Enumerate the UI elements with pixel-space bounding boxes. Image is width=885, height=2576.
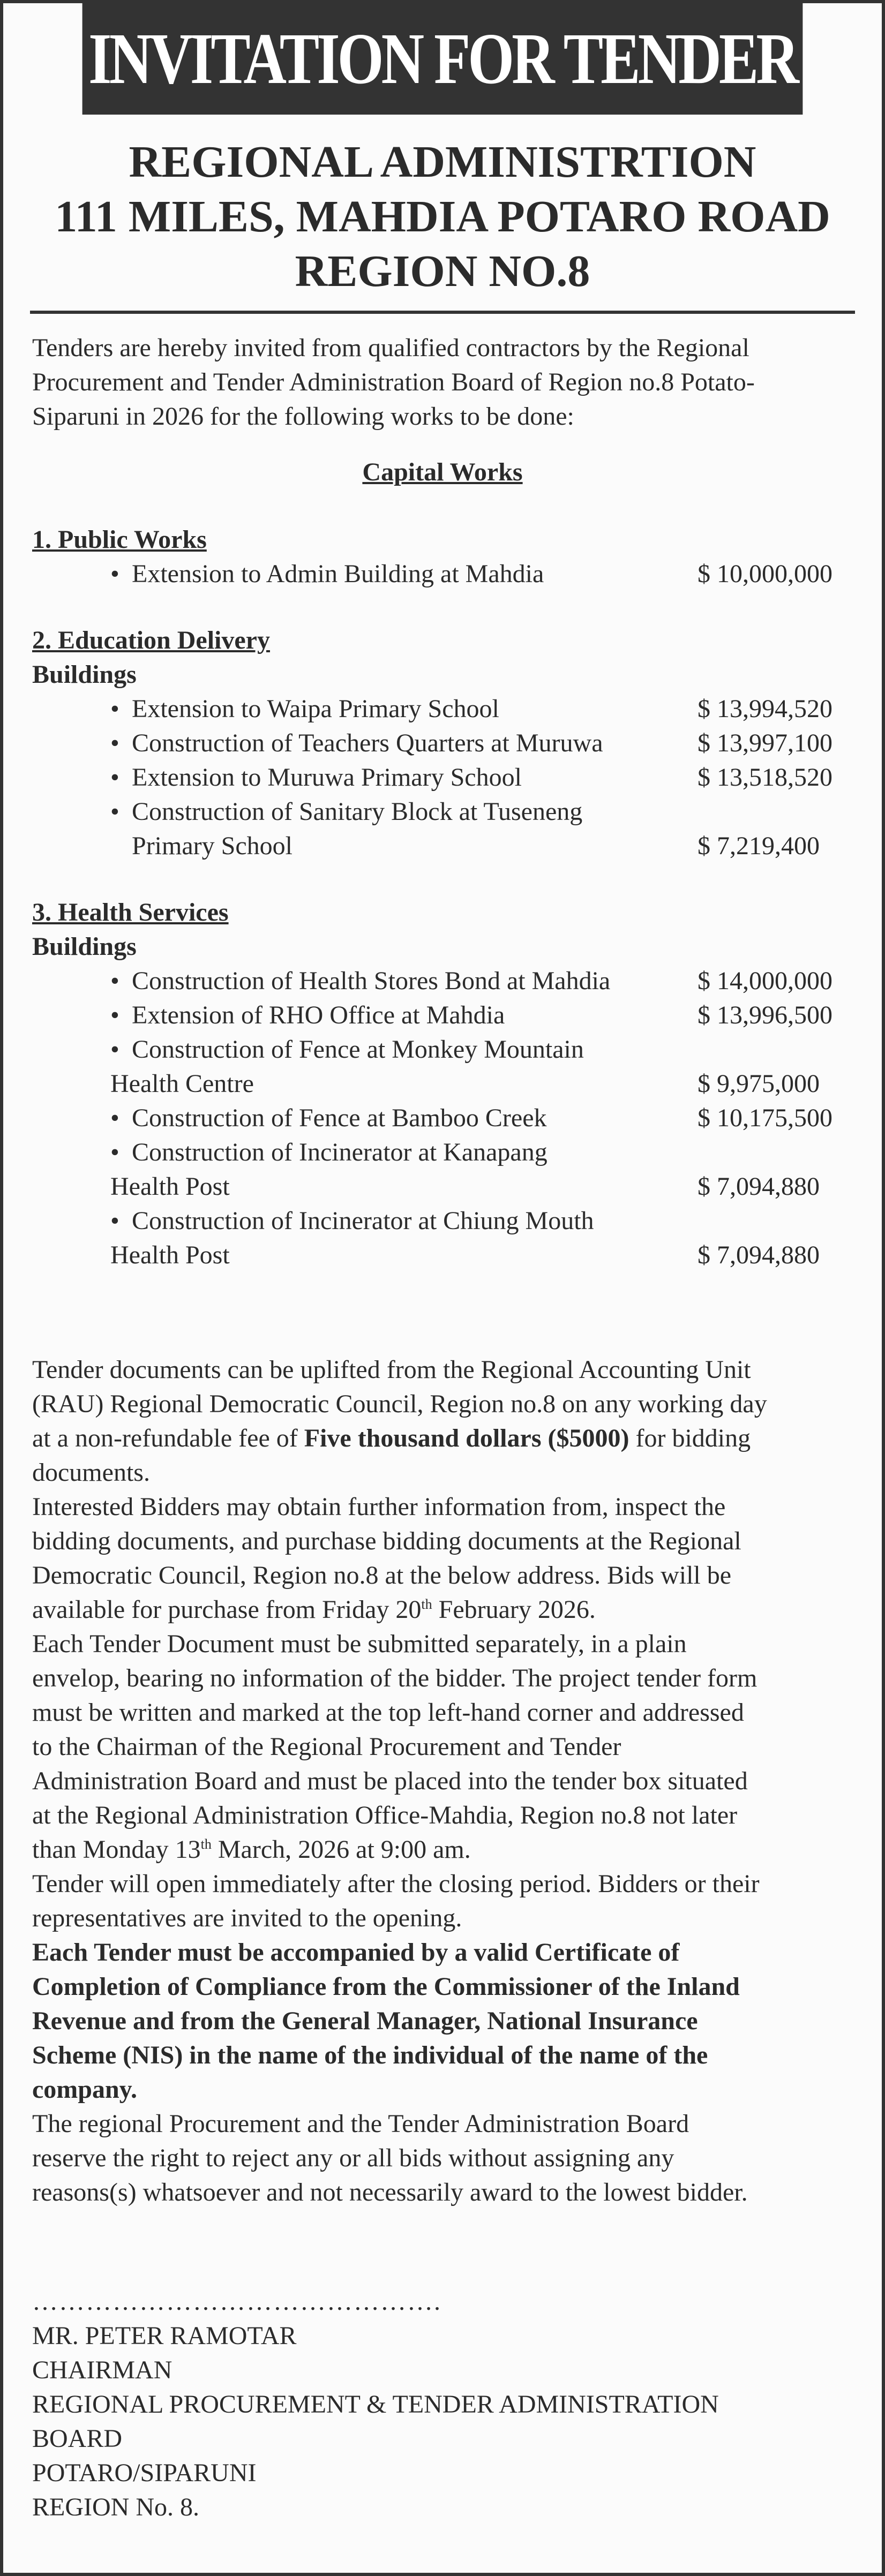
work-name: Health Post — [110, 1172, 230, 1201]
work-name: Health Centre — [110, 1069, 254, 1098]
body-line: (RAU) Regional Democratic Council, Region no.8 on any working day — [32, 1390, 767, 1418]
notice-content — [3, 331, 882, 2525]
body-line: Each Tender Document must be submitted separately, in a plain — [32, 1630, 687, 1658]
work-amount: $ 13,994,520 — [698, 695, 832, 723]
list-item — [32, 726, 853, 760]
education-subheading: Buildings — [32, 660, 137, 689]
body-line: representatives are invited to the opening. — [32, 1904, 462, 1932]
list-item — [32, 1135, 853, 1170]
signatory-name: MR. PETER RAMOTAR — [32, 2322, 297, 2350]
list-item — [32, 557, 853, 591]
list-item — [32, 998, 853, 1033]
work-name: Health Post — [110, 1241, 230, 1269]
work-amount: $ 7,094,880 — [698, 1172, 820, 1201]
body-line: envelop, bearing no information of the bidder. The project tender form — [32, 1664, 758, 1692]
work-name: Construction of Incinerator at Chiung Mouth — [132, 1207, 594, 1235]
body-line: Each Tender must be accompanied by a valid Certificate of — [32, 1938, 680, 1967]
body-line: Revenue and from the General Manager, National Insurance — [32, 2007, 698, 2035]
body-line: Tender will open immediately after the closing period. Bidders or their — [32, 1870, 760, 1898]
signatory-org: BOARD — [32, 2424, 123, 2453]
body-line — [32, 1593, 853, 1627]
work-amount: $ 9,975,000 — [698, 1069, 820, 1098]
work-amount: $ 7,219,400 — [698, 832, 820, 860]
body-line: Scheme (NIS) in the name of the individual of the name of the — [32, 2041, 708, 2069]
header-line-1: REGIONAL ADMINISTRTION — [129, 137, 756, 187]
signatory-org: REGIONAL PROCUREMENT & TENDER ADMINISTRATION — [32, 2390, 719, 2419]
signatory-place: POTARO/SIPARUNI — [32, 2459, 257, 2487]
intro-line: Siparuni in 2026 for the following works to be done: — [32, 402, 574, 431]
signatory-title: CHAIRMAN — [32, 2356, 172, 2384]
capital-works-heading: Capital Works — [362, 458, 523, 486]
notice-banner: INVITATION FOR TENDER — [82, 3, 803, 115]
body-line: Administration Board and must be placed into the tender box situated — [32, 1767, 748, 1795]
work-amount: $ 13,997,100 — [698, 729, 832, 757]
body-line — [32, 1833, 853, 1867]
signature-block — [32, 2285, 853, 2525]
education-heading: 2. Education Delivery — [32, 626, 270, 654]
submission-paragraph — [32, 1627, 853, 1867]
list-item — [32, 964, 853, 998]
work-amount: $ 10,000,000 — [698, 560, 832, 588]
intro-line: Procurement and Tender Administration Board of Region no.8 Potato- — [32, 368, 755, 396]
body-line: Interested Bidders may obtain further information from, inspect the — [32, 1493, 726, 1521]
body-text: February 2026. — [432, 1595, 596, 1624]
header-line-3: REGION NO.8 — [295, 246, 590, 296]
work-amount: $ 10,175,500 — [698, 1104, 832, 1132]
work-name: • Extension to Muruwa Primary School — [132, 763, 522, 792]
public-works-heading: 1. Public Works — [32, 525, 207, 554]
header-divider — [30, 311, 855, 314]
fee-amount: Five thousand dollars ($5000) — [304, 1424, 629, 1452]
reservation-paragraph — [32, 2107, 853, 2210]
work-name: • Extension to Waipa Primary School — [132, 695, 499, 723]
list-item-continued — [32, 1067, 853, 1101]
body-line: at the Regional Administration Office-Mahdia, Region no.8 not later — [32, 1801, 738, 1829]
work-name: • Extension to Admin Building at Mahdia — [132, 560, 544, 588]
body-line: documents. — [32, 1458, 150, 1487]
header-block — [3, 135, 882, 299]
signatory-region: REGION No. 8. — [32, 2493, 199, 2521]
list-item — [32, 795, 853, 829]
list-item — [32, 1204, 853, 1238]
work-name: Construction of Sanitary Block at Tuseneng — [132, 797, 583, 826]
work-name: • Extension of RHO Office at Mahdia — [132, 1001, 505, 1029]
body-text: than Monday 13 — [32, 1835, 201, 1864]
work-amount: $ 7,094,880 — [698, 1241, 820, 1269]
work-amount: $ 14,000,000 — [698, 967, 832, 995]
list-item-continued — [32, 1238, 853, 1272]
intro-line: Tenders are hereby invited from qualified contractors by the Regional — [32, 334, 749, 362]
body-text: March, 2026 at 9:00 am. — [211, 1835, 471, 1864]
body-line: bidding documents, and purchase bidding documents at the Regional — [32, 1527, 741, 1555]
list-item — [32, 1101, 853, 1135]
body-line: Tender documents can be uplifted from the Regional Accounting Unit — [32, 1355, 751, 1384]
health-heading: 3. Health Services — [32, 898, 229, 927]
body-text: at a non-refundable fee of — [32, 1424, 304, 1452]
work-name: • Construction of Health Stores Bond at Mahdia — [132, 967, 611, 995]
bidders-paragraph — [32, 1490, 853, 1627]
work-name: • Construction of Teachers Quarters at Muruwa — [132, 729, 603, 757]
list-item — [32, 692, 853, 726]
work-amount: $ 13,518,520 — [698, 763, 832, 792]
list-item-continued — [32, 829, 853, 863]
work-name: Construction of Incinerator at Kanapang — [132, 1138, 548, 1166]
list-item — [32, 1033, 853, 1067]
intro-paragraph — [32, 331, 853, 434]
body-line: reserve the right to reject any or all bids without assigning any — [32, 2144, 674, 2172]
work-name: Primary School — [132, 832, 292, 860]
body-line: must be written and marked at the top left-hand corner and addressed — [32, 1698, 744, 1727]
work-name: • Construction of Fence at Bamboo Creek — [132, 1104, 547, 1132]
work-name: Construction of Fence at Monkey Mountain — [132, 1035, 584, 1064]
opening-paragraph — [32, 1867, 853, 1935]
body-line: to the Chairman of the Regional Procurement and Tender — [32, 1733, 621, 1761]
uplift-paragraph — [32, 1353, 853, 1490]
header-line-2: 111 MILES, MAHDIA POTARO ROAD — [55, 192, 830, 242]
compliance-paragraph — [32, 1935, 853, 2107]
health-subheading: Buildings — [32, 932, 137, 961]
body-line: reasons(s) whatsoever and not necessarily award to the lowest bidder. — [32, 2178, 748, 2206]
body-line — [32, 1421, 853, 1456]
body-text: for bidding — [629, 1424, 751, 1452]
body-line: Completion of Compliance from the Commissioner of the Inland — [32, 1972, 740, 2001]
list-item — [32, 760, 853, 795]
list-item-continued — [32, 1170, 853, 1204]
ordinal-suffix: th — [421, 1596, 432, 1612]
body-line: Democratic Council, Region no.8 at the below address. Bids will be — [32, 1561, 732, 1590]
body-line: company. — [32, 2075, 138, 2104]
signature-line: ………………………………………. — [32, 2287, 441, 2316]
body-line: The regional Procurement and the Tender Administration Board — [32, 2110, 689, 2138]
body-text: available for purchase from Friday 20 — [32, 1595, 422, 1624]
ordinal-suffix: th — [200, 1836, 212, 1852]
work-amount: $ 13,996,500 — [698, 1001, 832, 1029]
